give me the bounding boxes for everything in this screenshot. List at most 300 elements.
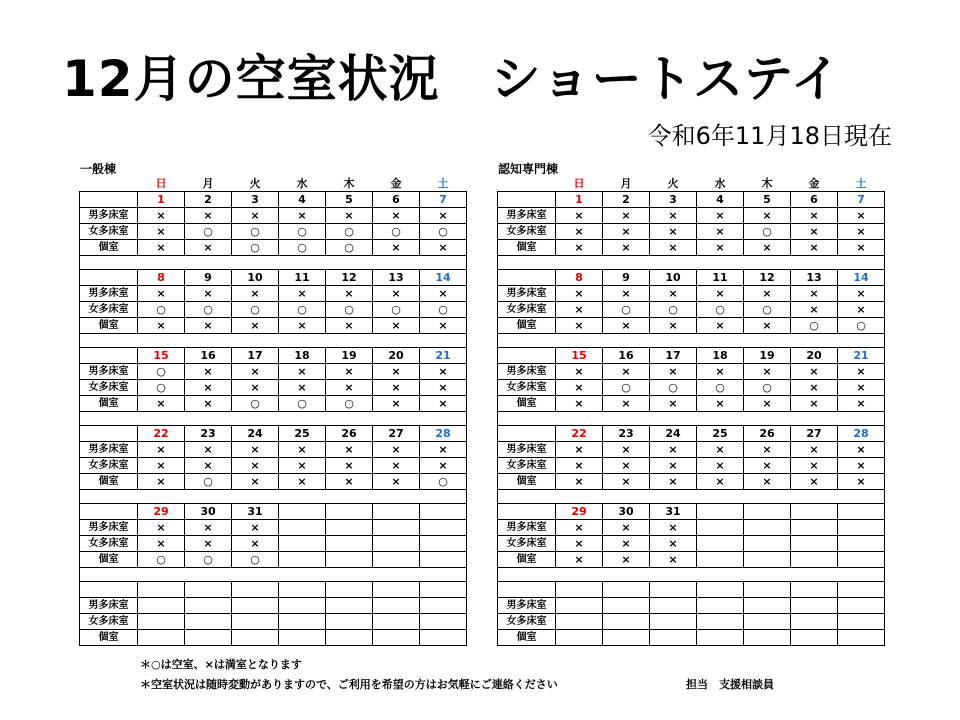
date-cell: 15 — [138, 348, 185, 364]
availability-cell: ○ — [185, 302, 232, 318]
availability-cell — [697, 630, 744, 646]
availability-cell: × — [838, 380, 885, 396]
separator-cell — [498, 568, 885, 582]
availability-cell: ○ — [185, 552, 232, 568]
room-type-row — [80, 552, 467, 568]
date-row — [80, 270, 467, 286]
availability-cell — [650, 630, 697, 646]
availability-cell: ○ — [697, 380, 744, 396]
date-cell: 27 — [373, 426, 420, 442]
date-cell — [326, 582, 373, 598]
availability-cell: × — [603, 364, 650, 380]
availability-cell — [791, 598, 838, 614]
availability-cell: × — [603, 208, 650, 224]
availability-cell — [697, 552, 744, 568]
date-cell — [279, 504, 326, 520]
availability-cell: × — [185, 520, 232, 536]
date-cell: 29 — [556, 504, 603, 520]
date-row — [80, 504, 467, 520]
availability-cell — [373, 520, 420, 536]
availability-cell: × — [650, 536, 697, 552]
availability-cell: × — [556, 520, 603, 536]
date-row — [80, 348, 467, 364]
date-cell: 31 — [232, 504, 279, 520]
date-cell: 20 — [791, 348, 838, 364]
availability-cell: × — [326, 458, 373, 474]
week-separator — [80, 412, 467, 426]
date-cell: 5 — [326, 192, 373, 208]
availability-cell — [556, 614, 603, 630]
date-row — [80, 426, 467, 442]
availability-cell: × — [185, 442, 232, 458]
availability-cell: × — [232, 380, 279, 396]
availability-cell: × — [603, 240, 650, 256]
availability-cell: ○ — [650, 380, 697, 396]
weekday-header: 月 — [202, 177, 214, 190]
availability-cell: × — [279, 458, 326, 474]
availability-cell: ○ — [138, 302, 185, 318]
separator-cell — [80, 334, 467, 348]
availability-cell — [185, 630, 232, 646]
availability-cell: × — [279, 286, 326, 302]
date-cell: 13 — [791, 270, 838, 286]
room-type-row — [498, 614, 885, 630]
date-cell: 2 — [185, 192, 232, 208]
availability-cell — [791, 520, 838, 536]
availability-cell: × — [791, 286, 838, 302]
availability-cell: × — [556, 458, 603, 474]
availability-cell: × — [138, 536, 185, 552]
availability-cell — [744, 598, 791, 614]
availability-cell — [420, 614, 467, 630]
room-type-label: 男多床室 — [80, 442, 138, 458]
date-cell: 7 — [838, 192, 885, 208]
availability-cell: × — [650, 208, 697, 224]
date-cell: 7 — [420, 192, 467, 208]
availability-cell: × — [232, 442, 279, 458]
availability-cell: × — [838, 442, 885, 458]
availability-cell: × — [138, 442, 185, 458]
weekday-header: 木 — [761, 177, 773, 190]
date-cell: 20 — [373, 348, 420, 364]
availability-cell: × — [603, 442, 650, 458]
availability-cell: × — [791, 240, 838, 256]
availability-cell: × — [697, 208, 744, 224]
date-cell: 8 — [138, 270, 185, 286]
date-cell — [744, 504, 791, 520]
date-cell: 18 — [279, 348, 326, 364]
section-label-general: 一般棟 — [80, 162, 117, 176]
availability-cell — [420, 630, 467, 646]
availability-cell: × — [697, 318, 744, 334]
weekday-header-row — [80, 176, 467, 192]
availability-cell: × — [838, 286, 885, 302]
room-type-row — [80, 208, 467, 224]
availability-cell — [185, 614, 232, 630]
separator-cell — [498, 334, 885, 348]
availability-cell: × — [232, 536, 279, 552]
availability-cell: × — [744, 240, 791, 256]
room-type-row — [80, 364, 467, 380]
room-type-label: 個室 — [80, 396, 138, 412]
room-type-row — [498, 380, 885, 396]
availability-cell: × — [185, 380, 232, 396]
availability-cell: ○ — [185, 224, 232, 240]
availability-cell: × — [838, 208, 885, 224]
date-cell: 11 — [697, 270, 744, 286]
room-type-label: 個室 — [80, 474, 138, 490]
room-type-row — [498, 224, 885, 240]
date-cell: 1 — [138, 192, 185, 208]
availability-cell: × — [603, 458, 650, 474]
room-type-label: 個室 — [80, 552, 138, 568]
availability-cell: × — [744, 286, 791, 302]
room-type-row — [80, 614, 467, 630]
date-row-label — [80, 192, 138, 208]
availability-cell: × — [697, 474, 744, 490]
page-title: 12月の空室状況 ショートステイ — [62, 50, 842, 108]
room-type-label: 女多床室 — [80, 224, 138, 240]
availability-cell — [373, 536, 420, 552]
room-type-row — [498, 240, 885, 256]
date-cell: 17 — [650, 348, 697, 364]
weekday-header: 木 — [343, 177, 355, 190]
availability-cell: × — [697, 458, 744, 474]
availability-cell — [791, 536, 838, 552]
date-cell: 4 — [697, 192, 744, 208]
availability-cell: ○ — [420, 224, 467, 240]
availability-cell — [791, 614, 838, 630]
availability-cell — [556, 630, 603, 646]
date-row-label — [80, 504, 138, 520]
date-cell: 26 — [744, 426, 791, 442]
weekday-header-row — [498, 176, 885, 192]
availability-cell: × — [603, 224, 650, 240]
date-cell: 27 — [791, 426, 838, 442]
availability-cell — [603, 630, 650, 646]
availability-cell: × — [232, 286, 279, 302]
room-type-label: 女多床室 — [80, 536, 138, 552]
date-cell — [185, 582, 232, 598]
date-cell: 25 — [697, 426, 744, 442]
availability-cell: × — [185, 240, 232, 256]
date-cell: 22 — [556, 426, 603, 442]
weekday-header: 金 — [390, 177, 402, 190]
date-cell: 12 — [326, 270, 373, 286]
availability-cell: × — [232, 318, 279, 334]
room-type-label: 女多床室 — [498, 536, 556, 552]
availability-cell: ○ — [373, 224, 420, 240]
room-type-row — [80, 442, 467, 458]
availability-cell: × — [650, 364, 697, 380]
availability-cell: × — [697, 364, 744, 380]
date-cell — [279, 582, 326, 598]
room-type-row — [498, 630, 885, 646]
availability-cell: ○ — [326, 396, 373, 412]
room-type-label: 女多床室 — [498, 614, 556, 630]
room-type-label: 男多床室 — [498, 442, 556, 458]
availability-cell: × — [744, 458, 791, 474]
availability-cell: × — [232, 474, 279, 490]
date-cell: 4 — [279, 192, 326, 208]
availability-cell: × — [744, 396, 791, 412]
availability-cell: ○ — [650, 302, 697, 318]
room-type-label: 個室 — [498, 474, 556, 490]
date-cell: 10 — [650, 270, 697, 286]
availability-cell: ○ — [373, 302, 420, 318]
availability-cell: × — [791, 442, 838, 458]
date-cell: 18 — [697, 348, 744, 364]
availability-cell: × — [138, 520, 185, 536]
availability-cell: × — [326, 318, 373, 334]
availability-cell — [185, 598, 232, 614]
room-type-label: 男多床室 — [80, 286, 138, 302]
availability-cell — [232, 614, 279, 630]
week-separator — [498, 412, 885, 426]
as-of-date: 令和6年11月18日現在 — [647, 122, 892, 150]
availability-cell: × — [185, 208, 232, 224]
room-type-label: 女多床室 — [498, 458, 556, 474]
legend-note: ＊○は空室、×は満室となります — [140, 658, 302, 671]
weekday-header: 土 — [855, 177, 867, 190]
availability-cell: × — [603, 536, 650, 552]
date-cell: 19 — [326, 348, 373, 364]
availability-cell: × — [697, 240, 744, 256]
availability-cell: ○ — [744, 302, 791, 318]
availability-table-general — [79, 176, 467, 646]
availability-cell — [138, 598, 185, 614]
date-cell: 9 — [185, 270, 232, 286]
week-separator — [80, 568, 467, 582]
availability-cell: × — [373, 208, 420, 224]
availability-cell — [744, 614, 791, 630]
availability-cell — [420, 520, 467, 536]
availability-cell: × — [185, 286, 232, 302]
availability-cell — [838, 520, 885, 536]
availability-cell: × — [791, 364, 838, 380]
availability-cell: × — [373, 286, 420, 302]
room-type-label: 女多床室 — [80, 302, 138, 318]
availability-cell: × — [556, 224, 603, 240]
date-cell: 30 — [603, 504, 650, 520]
contact-note: ＊空室状況は随時変動がありますので、ご利用を希望の方はお気軽にご連絡ください — [140, 678, 558, 691]
availability-cell: × — [791, 396, 838, 412]
availability-cell: ○ — [326, 240, 373, 256]
week-separator — [80, 490, 467, 504]
room-type-label: 男多床室 — [498, 520, 556, 536]
week-separator — [498, 490, 885, 504]
availability-cell: × — [650, 318, 697, 334]
availability-cell — [744, 520, 791, 536]
room-type-row — [80, 302, 467, 318]
availability-cell: × — [232, 520, 279, 536]
room-type-row — [498, 396, 885, 412]
date-cell — [138, 582, 185, 598]
date-cell — [650, 582, 697, 598]
weekday-header: 土 — [437, 177, 449, 190]
separator-cell — [80, 568, 467, 582]
date-cell: 30 — [185, 504, 232, 520]
availability-cell: ○ — [232, 224, 279, 240]
room-type-label: 女多床室 — [80, 458, 138, 474]
room-type-label: 男多床室 — [498, 598, 556, 614]
room-type-label: 男多床室 — [80, 208, 138, 224]
availability-cell: × — [326, 208, 373, 224]
availability-cell: × — [697, 442, 744, 458]
date-cell: 2 — [603, 192, 650, 208]
availability-cell: × — [373, 364, 420, 380]
date-cell: 6 — [373, 192, 420, 208]
date-row — [498, 270, 885, 286]
availability-cell: ○ — [838, 318, 885, 334]
date-cell: 25 — [279, 426, 326, 442]
room-type-label: 個室 — [498, 552, 556, 568]
room-type-label: 個室 — [498, 240, 556, 256]
room-type-row — [498, 442, 885, 458]
availability-cell — [838, 614, 885, 630]
room-type-label: 個室 — [498, 318, 556, 334]
separator-cell — [80, 412, 467, 426]
availability-cell: × — [556, 240, 603, 256]
availability-cell: × — [791, 302, 838, 318]
weekday-header: 水 — [296, 177, 308, 190]
date-cell: 1 — [556, 192, 603, 208]
date-row-label — [80, 582, 138, 598]
date-row-label — [498, 426, 556, 442]
availability-cell: × — [744, 208, 791, 224]
room-type-row — [498, 208, 885, 224]
availability-cell: ○ — [232, 396, 279, 412]
availability-cell: × — [232, 364, 279, 380]
separator-cell — [498, 256, 885, 270]
date-cell: 31 — [650, 504, 697, 520]
date-cell: 24 — [232, 426, 279, 442]
section-label-dementia: 認知専門棟 — [498, 162, 559, 176]
room-type-label: 個室 — [80, 630, 138, 646]
separator-cell — [80, 490, 467, 504]
availability-cell: × — [791, 208, 838, 224]
weekday-header: 火 — [667, 177, 679, 190]
date-row-label — [80, 348, 138, 364]
date-cell: 11 — [279, 270, 326, 286]
room-type-row — [498, 364, 885, 380]
availability-cell: × — [279, 318, 326, 334]
date-row — [498, 504, 885, 520]
availability-cell: × — [650, 240, 697, 256]
availability-cell: × — [556, 552, 603, 568]
availability-cell — [744, 552, 791, 568]
availability-cell: × — [838, 302, 885, 318]
weekday-header: 水 — [714, 177, 726, 190]
date-row-label — [498, 582, 556, 598]
availability-cell: ○ — [791, 318, 838, 334]
room-type-row — [80, 380, 467, 396]
date-row-label — [498, 192, 556, 208]
room-type-label: 個室 — [498, 630, 556, 646]
availability-cell — [697, 520, 744, 536]
date-cell: 29 — [138, 504, 185, 520]
date-cell — [373, 504, 420, 520]
availability-cell: × — [232, 208, 279, 224]
availability-cell: × — [791, 458, 838, 474]
date-row — [80, 192, 467, 208]
date-cell: 3 — [650, 192, 697, 208]
availability-cell: × — [326, 474, 373, 490]
availability-cell — [232, 598, 279, 614]
availability-cell: × — [838, 224, 885, 240]
room-type-row — [80, 240, 467, 256]
availability-cell: × — [420, 318, 467, 334]
availability-cell: ○ — [603, 302, 650, 318]
availability-cell: × — [838, 396, 885, 412]
room-type-row — [498, 302, 885, 318]
date-cell — [420, 504, 467, 520]
date-row-label — [498, 348, 556, 364]
separator-cell — [498, 412, 885, 426]
room-type-label: 男多床室 — [498, 364, 556, 380]
availability-cell — [420, 598, 467, 614]
room-type-row — [498, 552, 885, 568]
date-row — [498, 582, 885, 598]
week-separator — [80, 334, 467, 348]
availability-cell: ○ — [420, 302, 467, 318]
availability-cell — [603, 614, 650, 630]
room-type-label: 女多床室 — [498, 302, 556, 318]
date-cell: 5 — [744, 192, 791, 208]
availability-cell: × — [744, 474, 791, 490]
availability-cell — [279, 536, 326, 552]
room-type-label: 女多床室 — [80, 380, 138, 396]
availability-cell: ○ — [326, 224, 373, 240]
availability-cell: × — [185, 364, 232, 380]
availability-cell — [326, 630, 373, 646]
availability-cell: × — [326, 364, 373, 380]
date-cell: 14 — [420, 270, 467, 286]
room-type-row — [80, 474, 467, 490]
availability-cell: × — [838, 458, 885, 474]
availability-cell: × — [650, 458, 697, 474]
room-type-label: 個室 — [498, 396, 556, 412]
availability-cell: × — [373, 474, 420, 490]
date-cell — [420, 582, 467, 598]
availability-cell: ○ — [697, 302, 744, 318]
availability-cell — [838, 598, 885, 614]
availability-cell: ○ — [232, 302, 279, 318]
date-cell — [232, 582, 279, 598]
date-cell: 8 — [556, 270, 603, 286]
availability-cell: × — [556, 536, 603, 552]
availability-cell — [650, 598, 697, 614]
week-separator — [498, 568, 885, 582]
availability-cell: ○ — [138, 552, 185, 568]
availability-cell: ○ — [279, 396, 326, 412]
availability-cell: × — [279, 380, 326, 396]
date-cell — [791, 582, 838, 598]
availability-cell: × — [697, 396, 744, 412]
availability-cell: × — [279, 208, 326, 224]
availability-cell: × — [556, 208, 603, 224]
date-cell — [697, 504, 744, 520]
corner-cell — [498, 176, 556, 192]
date-cell: 14 — [838, 270, 885, 286]
date-cell — [838, 582, 885, 598]
room-type-row — [80, 536, 467, 552]
availability-cell: × — [791, 474, 838, 490]
availability-cell: × — [138, 208, 185, 224]
room-type-row — [80, 630, 467, 646]
date-cell: 10 — [232, 270, 279, 286]
availability-cell: ○ — [603, 380, 650, 396]
